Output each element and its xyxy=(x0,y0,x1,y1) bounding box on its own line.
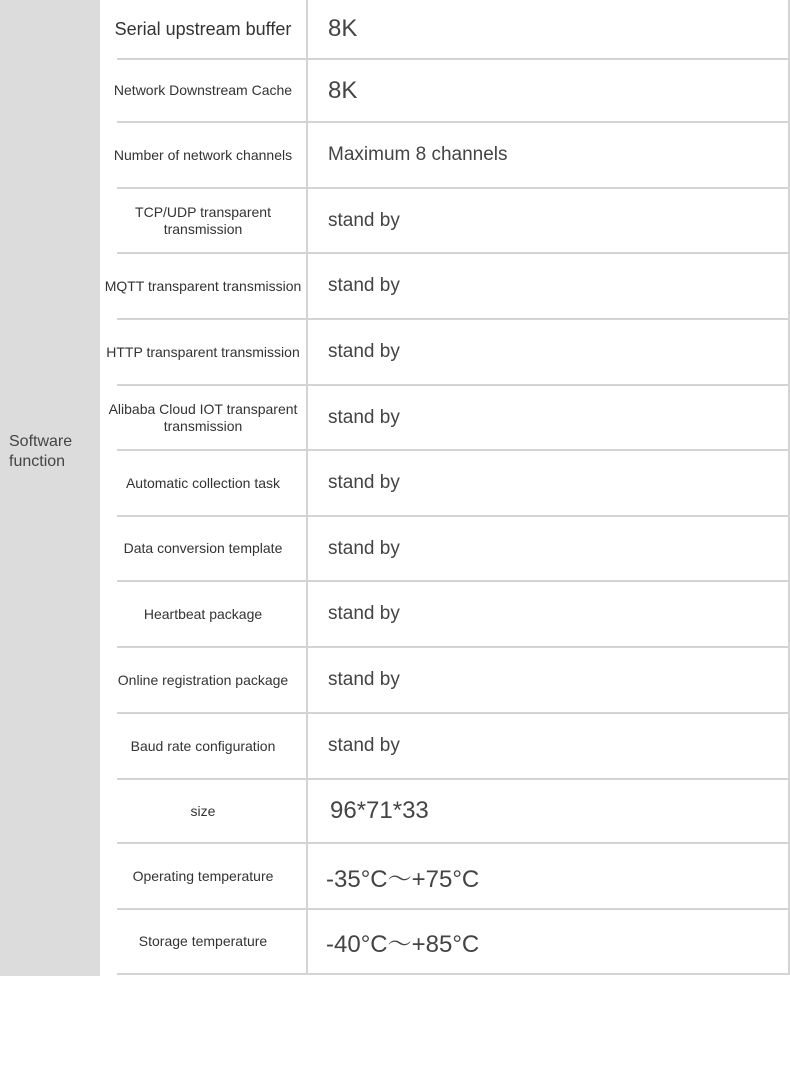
spec-value: stand by xyxy=(328,472,400,493)
column-divider xyxy=(306,648,308,712)
spec-value: 8K xyxy=(328,76,358,104)
column-divider xyxy=(306,386,308,449)
spec-name: Baud rate configuration xyxy=(130,737,276,754)
spec-row xyxy=(100,254,790,318)
spec-name: size xyxy=(190,802,216,819)
spec-name: Number of network channels xyxy=(113,146,293,163)
category-label: Software function xyxy=(9,433,73,470)
column-divider xyxy=(306,910,308,973)
spec-name: Data conversion template xyxy=(123,540,283,556)
spec-row xyxy=(100,123,790,187)
spec-row xyxy=(100,844,790,908)
spec-value: 8K xyxy=(328,15,358,42)
spec-name: HTTP transparent transmission xyxy=(106,343,300,360)
spec-row xyxy=(100,451,790,515)
spec-name: Network Downstream Cache xyxy=(113,82,293,98)
spec-value: -35°C～+75°C xyxy=(326,865,480,893)
spec-row xyxy=(100,582,790,646)
spec-value: Maximum 8 channels xyxy=(328,144,508,165)
column-divider xyxy=(306,582,308,646)
spec-value: -40°C～+85°C xyxy=(326,931,480,958)
column-divider xyxy=(306,320,308,384)
spec-name: Heartbeat package xyxy=(143,605,263,622)
column-divider xyxy=(306,123,308,187)
spec-row xyxy=(100,320,790,384)
spec-value: stand by xyxy=(328,603,400,624)
spec-value: stand by xyxy=(328,209,400,231)
spec-value: stand by xyxy=(328,406,400,428)
spec-name: Storage temperature xyxy=(138,933,268,949)
column-divider xyxy=(306,254,308,318)
spec-name: Alibaba Cloud IOT transparent transmission xyxy=(108,400,298,434)
spec-row xyxy=(100,517,790,580)
column-divider xyxy=(306,780,308,842)
spec-name: Automatic collection task xyxy=(125,474,281,491)
spec-row xyxy=(100,0,790,58)
spec-name: Operating temperature xyxy=(132,867,274,884)
spec-name: Serial upstream buffer xyxy=(114,18,292,39)
spec-name: Online registration package xyxy=(117,671,289,688)
spec-row xyxy=(100,780,790,842)
spec-value: stand by xyxy=(328,275,400,296)
spec-value: stand by xyxy=(328,669,400,690)
column-divider xyxy=(306,0,308,58)
spec-value: 96*71*33 xyxy=(330,797,429,824)
column-divider xyxy=(306,517,308,580)
spec-row xyxy=(100,910,790,973)
column-divider xyxy=(306,60,308,121)
spec-row xyxy=(100,648,790,712)
spec-rows xyxy=(100,0,790,976)
spec-row xyxy=(100,189,790,252)
column-divider xyxy=(306,451,308,515)
category-cell xyxy=(0,0,100,976)
column-divider xyxy=(306,844,308,908)
column-divider xyxy=(306,189,308,252)
row-divider xyxy=(117,973,790,975)
spec-row xyxy=(100,386,790,449)
spec-value: stand by xyxy=(328,537,400,559)
spec-name: TCP/UDP transparent transmission xyxy=(135,203,271,237)
spec-value: stand by xyxy=(328,341,400,362)
spec-value: stand by xyxy=(328,735,400,756)
spec-row xyxy=(100,714,790,778)
spec-name: MQTT transparent transmission xyxy=(104,277,302,294)
column-divider xyxy=(306,714,308,778)
spec-row xyxy=(100,60,790,121)
